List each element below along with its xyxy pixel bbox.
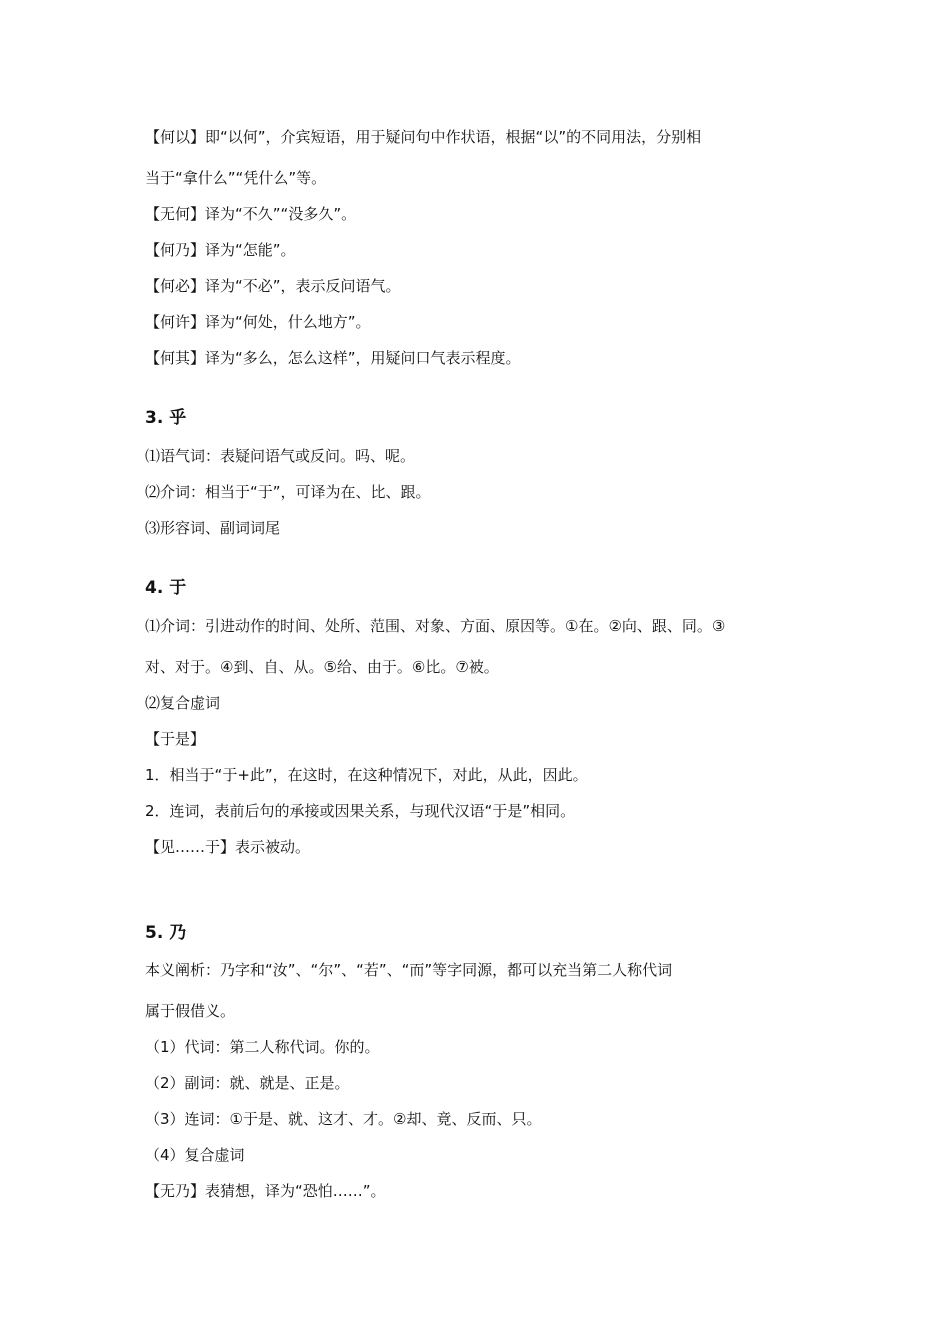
entry-wunai: 【无乃】表猜想，译为“恐怕……”。 xyxy=(145,1182,386,1200)
entry-yushi: 【于是】 xyxy=(145,730,206,748)
entry-heyi-line2: 当于“拿什么”“凭什么”等。 xyxy=(145,169,327,187)
section-heading-nai: 5. 乃 xyxy=(145,923,187,943)
yu-item-1-line1: ⑴介词：引进动作的时间、处所、范围、对象、方面、原因等。①在。②向、跟、同。③ xyxy=(145,617,726,635)
hu-item-2: ⑵介词：相当于“于”，可译为在、比、跟。 xyxy=(145,483,431,501)
entry-wuhe: 【无何】译为“不久”“没多久”。 xyxy=(145,205,357,223)
nai-item-4: （4）复合虚词 xyxy=(145,1146,245,1164)
yushi-def-1: 1．相当于“于+此”，在这时，在这种情况下，对此，从此，因此。 xyxy=(145,766,588,784)
nai-item-2: （2）副词：就、就是、正是。 xyxy=(145,1074,350,1092)
entry-hexu: 【何许】译为“何处，什么地方”。 xyxy=(145,313,371,331)
nai-etymology-line1: 本义阐析：乃字和“汝”、“尔”、“若”、“而”等字同源，都可以充当第二人称代词 xyxy=(145,961,673,979)
yu-item-1-line2: 对、对于。④到、自、从。⑤给、由于。⑥比。⑦被。 xyxy=(145,658,499,676)
nai-item-1: （1）代词：第二人称代词。你的。 xyxy=(145,1038,380,1056)
section-heading-hu: 3. 乎 xyxy=(145,408,187,428)
entry-heyi-line1: 【何以】即“以何”，介宾短语，用于疑问句中作状语，根据“以”的不同用法，分别相 xyxy=(145,128,702,146)
section-heading-yu: 4. 于 xyxy=(145,578,187,598)
entry-hebi: 【何必】译为“不必”，表示反问语气。 xyxy=(145,277,401,295)
nai-item-3: （3）连词：①于是、就、这才、才。②却、竟、反而、只。 xyxy=(145,1110,542,1128)
yushi-def-2: 2．连词，表前后句的承接或因果关系，与现代汉语“于是”相同。 xyxy=(145,802,576,820)
hu-item-1: ⑴语气词：表疑问语气或反问。吗、呢。 xyxy=(145,447,416,465)
yu-item-2: ⑵复合虚词 xyxy=(145,694,221,712)
entry-heqi: 【何其】译为“多么，怎么这样”，用疑问口气表示程度。 xyxy=(145,349,521,367)
entry-jianyu: 【见……于】表示被动。 xyxy=(145,838,311,856)
nai-etymology-line2: 属于假借义。 xyxy=(145,1002,236,1020)
hu-item-3: ⑶形容词、副词词尾 xyxy=(145,519,281,537)
entry-henai: 【何乃】译为“怎能”。 xyxy=(145,241,296,259)
